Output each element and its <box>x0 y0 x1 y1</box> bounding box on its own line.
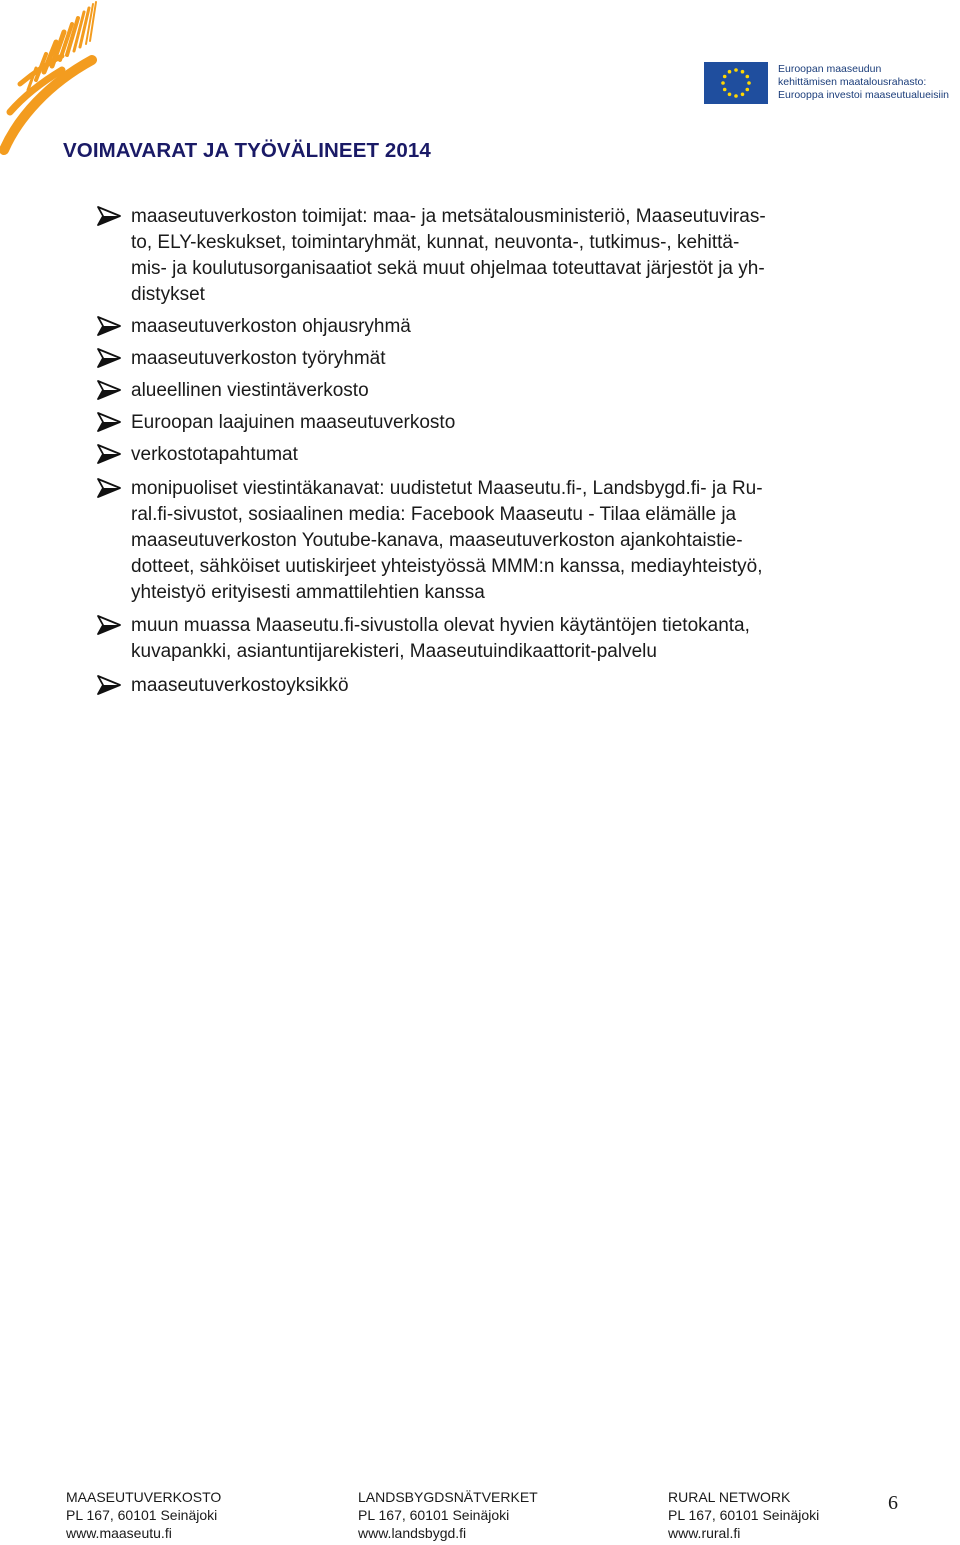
eu-star-icon <box>728 70 732 74</box>
bullet-text-line: distykset <box>131 284 205 305</box>
footer-website-link[interactable]: www.rural.fi <box>668 1525 741 1541</box>
bullet-text-line: kuvapankki, asiantuntijarekisteri, Maaseutuindikaattorit-palvelu <box>131 641 657 662</box>
bullet-item <box>96 410 896 436</box>
footer-org-name: MAASEUTUVERKOSTO <box>66 1489 222 1505</box>
eu-flag-icon <box>704 62 768 104</box>
bullet-text-line: verkostotapahtumat <box>131 444 298 465</box>
bullet-text-line: muun muassa Maaseutu.fi-sivustolla olevat hyvien käytäntöjen tietokanta, <box>131 615 750 636</box>
page-number: 6 <box>888 1492 898 1514</box>
bullet-text-line: maaseutuverkoston toimijat: maa- ja metsätalousministeriö, Maaseutuviras- <box>131 206 766 227</box>
bullet-item <box>96 314 896 340</box>
bullet-text-line: to, ELY-keskukset, toimintaryhmät, kunnat, neuvonta-, tutkimus-, kehittä- <box>131 232 740 253</box>
arrowhead-bullet-icon <box>96 411 122 433</box>
eu-star-icon <box>746 75 750 79</box>
eu-text-line: Eurooppa investoi maaseutualueisiin <box>778 89 950 101</box>
bullet-item <box>96 204 896 308</box>
eu-emblem-text <box>778 63 960 102</box>
bullet-item <box>96 613 896 665</box>
arrowhead-bullet-icon <box>96 477 122 499</box>
footer-column-maaseutuverkosto <box>66 1488 221 1542</box>
eu-star-icon <box>741 70 745 74</box>
bullet-text-line: maaseutuverkoston Youtube-kanava, maaseutuverkoston ajankohtaistie- <box>131 530 743 551</box>
bullet-text-line: monipuoliset viestintäkanavat: uudistetut Maaseutu.fi-, Landsbygd.fi- ja Ru- <box>131 478 763 499</box>
eu-star-icon <box>721 81 725 85</box>
bullet-text-line: Euroopan laajuinen maaseutuverkosto <box>131 412 456 433</box>
footer-org-name: RURAL NETWORK <box>668 1489 791 1505</box>
bullet-text-line: ral.fi-sivustot, sosiaalinen media: Facebook Maaseutu - Tilaa elämälle ja <box>131 504 737 525</box>
arrowhead-bullet-icon <box>96 614 122 636</box>
eu-star-icon <box>728 93 732 97</box>
bullet-list <box>96 198 896 699</box>
eu-star-icon <box>723 75 727 79</box>
eu-emblem <box>704 60 960 106</box>
footer-column-rural-network <box>668 1488 819 1542</box>
arrowhead-bullet-icon <box>96 315 122 337</box>
arrowhead-bullet-icon <box>96 379 122 401</box>
bullet-text-line: yhteistyö erityisesti ammattilehtien kanssa <box>131 582 485 603</box>
bullet-text-line: maaseutuverkoston ohjausryhmä <box>131 316 411 337</box>
eu-star-icon <box>747 81 751 85</box>
footer-website-link[interactable]: www.maaseutu.fi <box>66 1525 172 1541</box>
document-title: VOIMAVARAT JA TYÖVÄLINEET 2014 <box>63 139 431 162</box>
footer-address: PL 167, 60101 Seinäjoki <box>668 1507 820 1523</box>
bullet-item <box>96 476 896 606</box>
eu-star-icon <box>723 88 727 92</box>
footer-address: PL 167, 60101 Seinäjoki <box>358 1507 510 1523</box>
bullet-text-line: maaseutuverkostoyksikkö <box>131 675 349 696</box>
arrowhead-bullet-icon <box>96 347 122 369</box>
bullet-item <box>96 673 896 699</box>
bullet-text-line: alueellinen viestintäverkosto <box>131 380 369 401</box>
eu-star-icon <box>746 88 750 92</box>
footer-column-landsbygdsnatverket <box>358 1488 538 1542</box>
eu-star-icon <box>734 94 738 98</box>
arrowhead-bullet-icon <box>96 674 122 696</box>
bullet-text-line: maaseutuverkoston työryhmät <box>131 348 386 369</box>
arrowhead-bullet-icon <box>96 205 122 227</box>
eu-text-line: Euroopan maaseudun <box>778 63 882 75</box>
bullet-item <box>96 378 896 404</box>
page-footer <box>0 1488 960 1545</box>
bullet-item <box>96 346 896 372</box>
bullet-text-line: mis- ja koulutusorganisaatiot sekä muut ohjelmaa toteuttavat järjestöt ja yh- <box>131 258 765 279</box>
eu-star-icon <box>741 93 745 97</box>
eu-star-icon <box>734 68 738 72</box>
arrowhead-bullet-icon <box>96 443 122 465</box>
bullet-item <box>96 442 896 468</box>
footer-website-link[interactable]: www.landsbygd.fi <box>358 1525 467 1541</box>
bullet-text-line: dotteet, sähköiset uutiskirjeet yhteistyössä MMM:n kanssa, mediayhteistyö, <box>131 556 763 577</box>
footer-address: PL 167, 60101 Seinäjoki <box>66 1507 218 1523</box>
footer-org-name: LANDSBYGDSNÄTVERKET <box>358 1489 538 1505</box>
eu-text-line: kehittämisen maatalousrahasto: <box>778 76 927 88</box>
